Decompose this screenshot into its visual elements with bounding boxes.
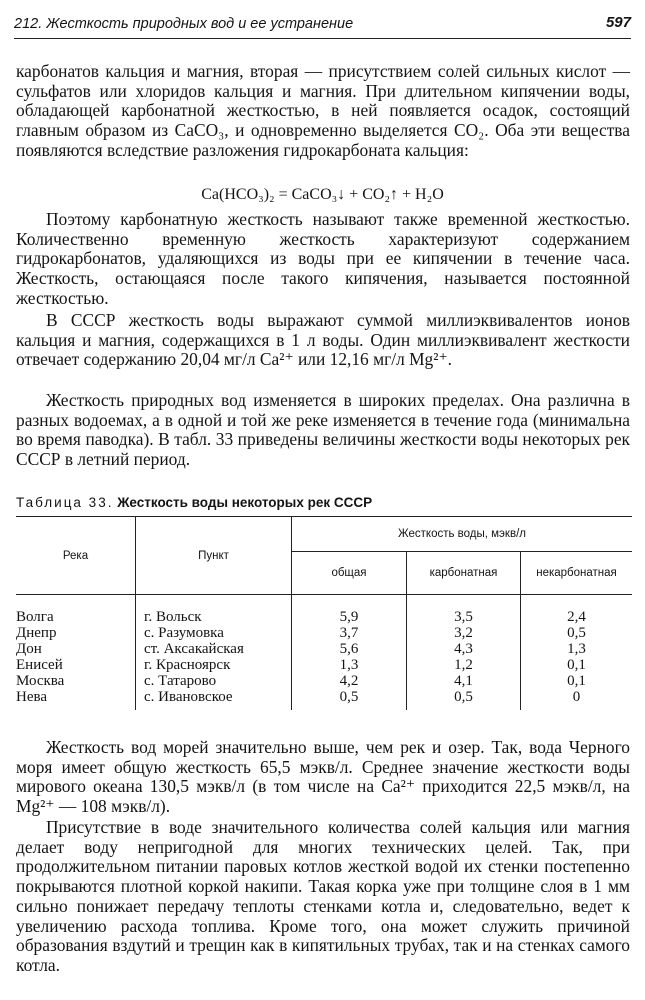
cell-carbonate: 4,1 bbox=[454, 673, 473, 689]
cell-noncarbonate: 0,5 bbox=[567, 625, 586, 641]
header-total: общая bbox=[331, 567, 367, 579]
paragraph-2: Поэтому карбонатную жесткость называют также временной жесткостью. Количественно временную жесткость характеризуют содержанием гидрокарбонатов, удаляющихся из воды при ее кипячении в течение часа. Жесткость, остающаяся после такого кипячения, называется постоянной жесткостью. bbox=[16, 209, 630, 308]
cell-river: Енисей bbox=[16, 657, 63, 673]
cell-noncarbonate: 2,4 bbox=[567, 609, 586, 625]
table-caption-title: Жесткость воды некоторых рек СССР bbox=[117, 495, 373, 510]
cell-river: Нева bbox=[16, 689, 48, 705]
cell-total: 5,6 bbox=[339, 641, 359, 657]
reaction-equation: Ca(HCO₃)₂ = CaCO₃↓ + CO₂↑ + H₂O bbox=[201, 186, 444, 203]
table-caption bbox=[16, 495, 372, 510]
cell-point: г. Красноярск bbox=[144, 657, 231, 673]
cell-river: Днепр bbox=[16, 625, 57, 641]
cell-noncarbonate: 0,1 bbox=[567, 657, 586, 673]
cell-carbonate: 3,5 bbox=[454, 609, 473, 625]
header-river: Река bbox=[62, 550, 89, 562]
page-number: 597 bbox=[605, 14, 631, 31]
cell-carbonate: 3,2 bbox=[454, 625, 473, 641]
cell-total: 3,7 bbox=[339, 625, 359, 641]
table-caption-label: Таблица 33. bbox=[16, 495, 114, 510]
paragraph-4: Жесткость природных вод изменяется в широких пределах. Она различна в разных водоемах, а в одной и той же реке изменяется в течение года (минимальна во время паводка). В табл. 33 приведены величины жесткости воды некоторых рек СССР в летний период. bbox=[16, 390, 630, 470]
table-header-rule bbox=[16, 594, 632, 595]
paragraph-3: В СССР жесткость воды выражают суммой миллиэквивалентов ионов кальция и магния, содержащихся в 1 л воды. Один миллиэквивалент жесткости отвечает содержанию 20,04 мг/л Ca²⁺ или 12,16 мг/л Mg²⁺. bbox=[16, 310, 630, 370]
header-point: Пункт bbox=[198, 550, 229, 562]
header-carbonate: карбонатная bbox=[429, 567, 498, 579]
cell-total: 1,3 bbox=[339, 657, 359, 673]
cell-total: 4,2 bbox=[339, 673, 359, 689]
cell-carbonate: 4,3 bbox=[454, 641, 473, 657]
cell-point: г. Вольск bbox=[144, 609, 202, 625]
cell-total: 5,9 bbox=[339, 609, 359, 625]
cell-total: 0,5 bbox=[339, 689, 359, 705]
cell-point: с. Разумовка bbox=[144, 625, 224, 641]
cell-point: с. Татарово bbox=[144, 673, 217, 689]
table-group-rule bbox=[292, 551, 632, 552]
header-hardness-group: Жесткость воды, мэкв/л bbox=[398, 528, 526, 540]
cell-river: Москва bbox=[16, 673, 65, 689]
cell-carbonate: 0,5 bbox=[454, 689, 473, 705]
table-col-divider bbox=[135, 516, 136, 710]
cell-point: ст. Аксакайская bbox=[144, 641, 244, 657]
paragraph-1: карбонатов кальция и магния, вторая — присутствием солей сильных кислот — сульфатов или хлоридов кальция и магния. При длительном кипячении воды, обладающей карбонатной жесткостью, в ней появляется осадок, состоящий главным образом из CaCO₃, и одновременно выделяется CO₂. Оба эти вещества появляются вследствие разложения гидрокарбоната кальция: bbox=[16, 61, 630, 160]
cell-point: с. Ивановское bbox=[144, 689, 233, 705]
header-noncarbonate: некарбонатная bbox=[536, 567, 617, 579]
cell-carbonate: 1,2 bbox=[454, 657, 473, 673]
cell-river: Волга bbox=[16, 609, 54, 625]
running-header bbox=[14, 12, 631, 39]
running-title: 212. Жесткость природных вод и ее устранение bbox=[14, 16, 354, 32]
cell-noncarbonate: 0,1 bbox=[567, 673, 586, 689]
cell-river: Дон bbox=[16, 641, 42, 657]
paragraph-5: Жесткость вод морей значительно выше, чем рек и озер. Так, вода Черного моря имеет общую жесткость 65,5 мэкв/л. Среднее значение жесткости воды мирового океана 130,5 мэкв/л (в том числе на Ca²⁺ приходится 22,5 мэкв/л, на Mg²⁺ — 108 мэкв/л). bbox=[16, 737, 630, 817]
cell-noncarbonate: 0 bbox=[572, 689, 581, 705]
cell-noncarbonate: 1,3 bbox=[567, 641, 586, 657]
table-top-rule bbox=[16, 516, 632, 517]
paragraph-6: Присутствие в воде значительного количества солей кальция или магния делает воду непригодной для многих технических целей. Так, при продолжительном питании паровых котлов жесткой водой их стенки постепенно покрываются плотной коркой накипи. Такая корка уже при толщине слоя в 1 мм сильно понижает передачу теплоты стенками котла и, следовательно, ведет к увеличению расхода топлива. Кроме того, она может служить причиной образования вздутий и трещин как в кипятильных трубах, так и на стенках самого котла. bbox=[16, 817, 630, 975]
